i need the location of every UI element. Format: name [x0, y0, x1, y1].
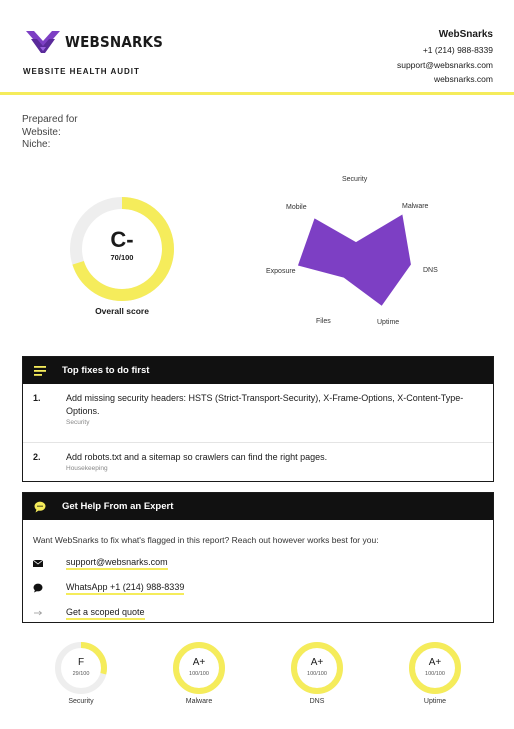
fix-text: Add robots.txt and a sitemap so crawlers can find the right pages.	[66, 452, 328, 462]
category-grade: F	[77, 657, 85, 668]
fix-category: Security	[66, 419, 90, 426]
fix-category: Housekeeping	[66, 465, 108, 472]
category-score: 100/100	[189, 671, 209, 677]
contact-email[interactable]: support@websnarks.com	[396, 59, 493, 70]
whatsapp-icon	[33, 583, 43, 593]
expert-help-card	[22, 492, 494, 623]
expert-help-intro: Want WebSnarks to fix what's flagged in this report? Reach out however works best for you:	[33, 535, 379, 545]
company-name: WebSnarks	[438, 29, 493, 40]
category-label: Uptime	[423, 698, 447, 705]
overall-score-gauge	[66, 193, 178, 305]
radar-label-dns: DNS	[423, 267, 438, 274]
report-title: WEBSITE HEALTH AUDIT	[23, 67, 140, 76]
category-radar-chart	[256, 168, 456, 338]
contact-phone[interactable]: +1 (214) 988-8339	[422, 45, 493, 55]
category-score: 100/100	[307, 671, 327, 677]
category-gauge-malware	[171, 640, 227, 705]
category-score-arc	[176, 645, 222, 691]
help-whatsapp-link[interactable]: WhatsApp +1 (214) 988-8339	[66, 582, 184, 595]
category-label: Malware	[185, 698, 213, 705]
prepared-for-block	[22, 114, 78, 152]
fix-number: 1.	[33, 393, 41, 403]
category-score-arc	[294, 645, 340, 691]
category-gauge-dns	[289, 640, 345, 705]
category-grade: A+	[192, 657, 206, 668]
contact-block	[397, 28, 493, 87]
help-quote-link[interactable]: Get a scoped quote	[66, 607, 145, 620]
brand-logo	[24, 27, 174, 57]
category-grade: A+	[310, 657, 324, 668]
prepared-for-label: Prepared for	[22, 114, 78, 125]
help-email-row[interactable]	[23, 556, 493, 570]
contact-website[interactable]: websnarks.com	[433, 74, 493, 84]
overall-grade: C-	[110, 227, 134, 252]
envelope-icon	[33, 560, 43, 567]
websnarks-logo-icon	[24, 27, 62, 57]
overall-score-value: 70/100	[110, 253, 134, 262]
website-label: Website:	[22, 126, 61, 138]
category-score-arc	[412, 645, 458, 691]
category-grade: A+	[428, 657, 442, 668]
radar-label-exposure: Exposure	[266, 268, 296, 275]
radar-label-malware: Malware	[402, 203, 429, 210]
radar-polygon	[299, 215, 411, 305]
chat-bubble-icon	[33, 500, 47, 514]
category-score: 100/100	[425, 671, 445, 677]
arrow-right-icon	[33, 610, 43, 616]
overall-score-label: Overall score	[95, 306, 149, 316]
brand-name: WEBSNARKS	[65, 33, 164, 51]
fix-item	[23, 384, 493, 442]
radar-label-mobile: Mobile	[286, 204, 307, 211]
category-label: DNS	[309, 698, 325, 705]
radar-label-files: Files	[316, 318, 331, 325]
fix-item	[23, 442, 493, 478]
expert-help-title: Get Help From an Expert	[62, 501, 174, 512]
help-email-link[interactable]: support@websnarks.com	[66, 557, 168, 570]
top-fixes-header	[23, 357, 493, 384]
category-gauge-uptime	[407, 640, 463, 705]
header-divider	[0, 92, 514, 95]
help-whatsapp-row[interactable]	[23, 581, 493, 595]
list-icon	[33, 364, 47, 378]
top-fixes-title: Top fixes to do first	[62, 365, 150, 376]
help-quote-row[interactable]	[23, 606, 493, 620]
fix-number: 2.	[33, 452, 41, 462]
radar-label-uptime: Uptime	[377, 319, 400, 326]
top-fixes-card	[22, 356, 494, 482]
radar-label-security: Security	[342, 176, 368, 183]
category-label: Security	[68, 698, 94, 705]
category-score: 29/100	[72, 671, 90, 677]
fix-text: Add missing security headers: HSTS (Strict-Transport-Security), X-Frame-Options, X-Content-Type-Options.	[66, 393, 464, 416]
niche-label: Niche:	[22, 139, 51, 150]
category-gauge-security	[53, 640, 109, 705]
report-header	[0, 0, 514, 96]
expert-help-header	[23, 493, 493, 520]
